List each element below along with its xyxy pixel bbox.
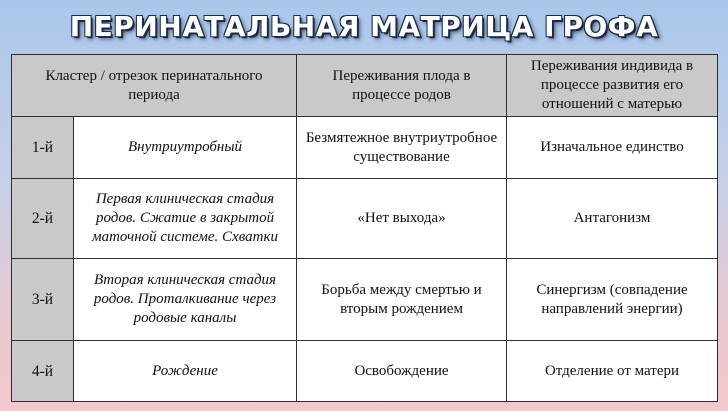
- row-number: 2-й: [12, 179, 74, 259]
- fetus-cell: Борьба между смертью и вторым рождением: [297, 259, 507, 341]
- row-number: 1-й: [12, 117, 74, 179]
- mother-cell: Антагонизм: [507, 179, 718, 259]
- fetus-cell: «Нет выхода»: [297, 179, 507, 259]
- fetus-cell: Освобождение: [297, 341, 507, 402]
- row-number: 4-й: [12, 341, 74, 402]
- table-header-row: [12, 55, 718, 117]
- table-row: [12, 341, 718, 402]
- header-cluster: Кластер / отрезок перинатального периода: [12, 55, 297, 117]
- header-mother-relationship: Переживания индивида в процессе развития его отношений с матерью: [507, 55, 718, 117]
- row-number: 3-й: [12, 259, 74, 341]
- table-row: [12, 117, 718, 179]
- stage-cell: Вторая клиническая стадия родов. Проталкивание через родовые каналы: [74, 259, 297, 341]
- grof-matrix-table: [11, 54, 718, 402]
- mother-cell: Синергизм (совпадение направлений энергии): [507, 259, 718, 341]
- mother-cell: Отделение от матери: [507, 341, 718, 402]
- fetus-cell: Безмятежное внутриутробное существование: [297, 117, 507, 179]
- page-title: ПЕРИНАТАЛЬНАЯ МАТРИЦА ГРОФА: [69, 10, 659, 43]
- stage-cell: Первая клиническая стадия родов. Сжатие в закрытой маточной системе. Схватки: [74, 179, 297, 259]
- mother-cell: Изначальное единство: [507, 117, 718, 179]
- table-row: [12, 179, 718, 259]
- stage-cell: Рождение: [74, 341, 297, 402]
- stage-cell: Внутриутробный: [74, 117, 297, 179]
- table-row: [12, 259, 718, 341]
- header-fetus-experience: Переживания плода в процессе родов: [297, 55, 507, 117]
